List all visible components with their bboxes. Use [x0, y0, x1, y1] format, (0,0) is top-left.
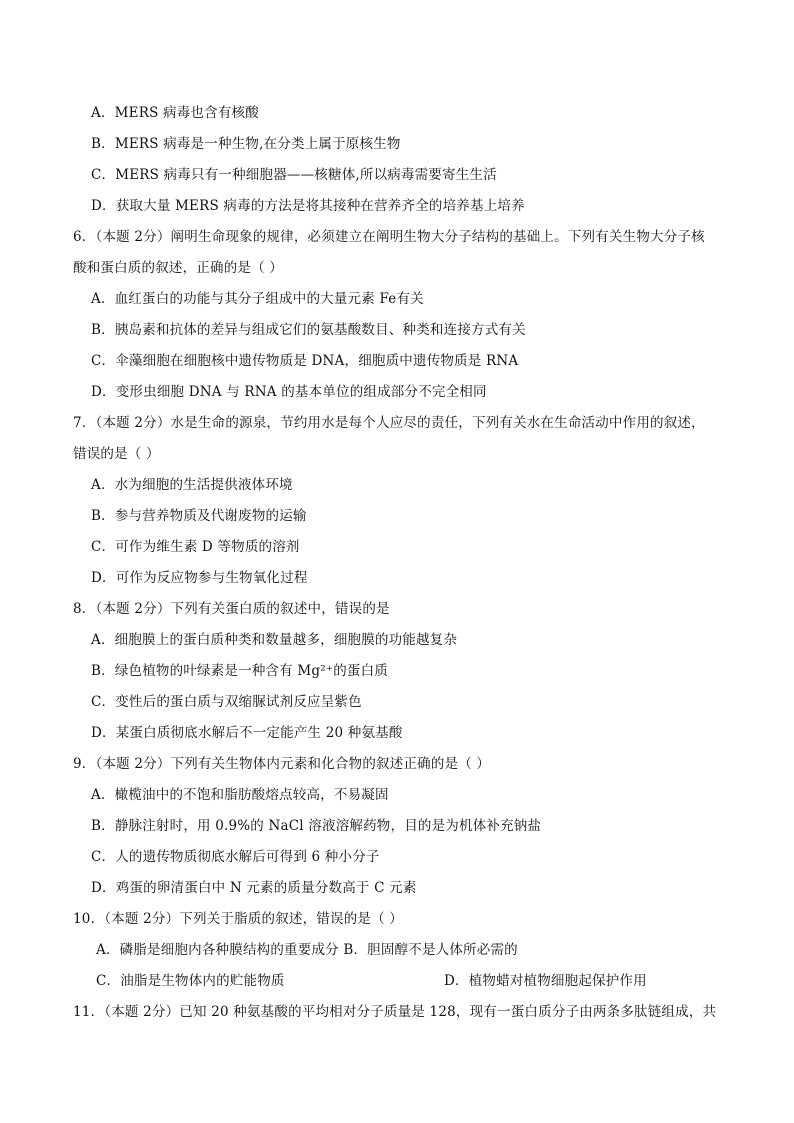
q5-option-d: D．获取大量 MERS 病毒的方法是将其接种在营养齐全的培养基上培养	[91, 198, 525, 214]
q7-option-a: A．水为细胞的生活提供液体环境	[91, 477, 293, 493]
q5-option-c: C．MERS 病毒只有一种细胞器——核糖体,所以病毒需要寄生生活	[91, 167, 497, 183]
q9-option-c: C．人的遗传物质彻底水解后可得到 6 种小分子	[91, 849, 380, 865]
q10-stem: 10．（本题 2分）下列关于脂质的叙述，错误的是（ ）	[73, 911, 403, 927]
q10-options-row1: A．磷脂是细胞内各种膜结构的重要成分 B．胆固醇不是人体所必需的	[96, 942, 518, 958]
q10-option-c: C．油脂是生物体内的贮能物质	[96, 973, 285, 989]
q8-option-a: A．细胞膜上的蛋白质种类和数量越多，细胞膜的功能越复杂	[91, 632, 458, 648]
q7-stem-line1: 7．（本题 2分）水是生命的源泉，节约用水是每个人应尽的责任，下列有关水在生命活动中作用的叙述，	[73, 415, 705, 431]
q9-stem: 9．（本题 2分）下列有关生物体内元素和化合物的叙述正确的是（ ）	[73, 756, 491, 772]
q8-option-c: C．变性后的蛋白质与双缩脲试剂反应呈紫色	[91, 694, 362, 710]
q5-option-a: A．MERS 病毒也含有核酸	[91, 105, 259, 121]
q9-option-d: D．鸡蛋的卵清蛋白中 N 元素的质量分数高于 C 元素	[91, 880, 417, 896]
q7-option-b: B．参与营养物质及代谢废物的运输	[91, 508, 307, 524]
q8-option-d: D．某蛋白质彻底水解后不一定能产生 20 种氨基酸	[91, 725, 403, 741]
q10-options-row2	[96, 972, 716, 990]
q9-option-a: A．橄榄油中的不饱和脂肪酸熔点较高，不易凝固	[91, 787, 389, 803]
q8-stem: 8．（本题 2分）下列有关蛋白质的叙述中，错误的是	[73, 601, 390, 617]
q6-stem-line1: 6．（本题 2分）阐明生命现象的规律，必须建立在阐明生物大分子结构的基础上。下列有关生物大分子核	[73, 229, 705, 245]
q9-option-b: B．静脉注射时，用 0.9%的 NaCl 溶液溶解药物，目的是为机体补充钠盐	[91, 818, 542, 834]
q7-option-c: C．可作为维生素 D 等物质的溶剂	[91, 539, 300, 555]
q11-stem-line1: 11．（本题 2分）已知 20 种氨基酸的平均相对分子质量是 128，现有一蛋白质分子由两条多肽链组成，共	[73, 1004, 717, 1020]
q6-option-c: C．伞藻细胞在细胞核中遗传物质是 DNA，细胞质中遗传物质是 RNA	[91, 353, 519, 369]
q6-option-b: B．胰岛素和抗体的差异与组成它们的氨基酸数目、种类和连接方式有关	[91, 322, 526, 338]
q10-option-d: D．植物蜡对植物细胞起保护作用	[444, 973, 647, 989]
q7-stem-line2: 错误的是（ ）	[73, 446, 160, 462]
q8-option-b: B．绿色植物的叶绿素是一种含有 Mg²⁺的蛋白质	[91, 663, 389, 679]
q5-option-b: B．MERS 病毒是一种生物,在分类上属于原核生物	[91, 136, 401, 152]
q7-option-d: D．可作为反应物参与生物氧化过程	[91, 570, 308, 586]
q6-stem-line2: 酸和蛋白质的叙述，正确的是（ ）	[73, 260, 283, 276]
q6-option-d: D．变形虫细胞 DNA 与 RNA 的基本单位的组成部分不完全相同	[91, 384, 487, 400]
q6-option-a: A．血红蛋白的功能与其分子组成中的大量元素 Fe有关	[91, 291, 424, 307]
